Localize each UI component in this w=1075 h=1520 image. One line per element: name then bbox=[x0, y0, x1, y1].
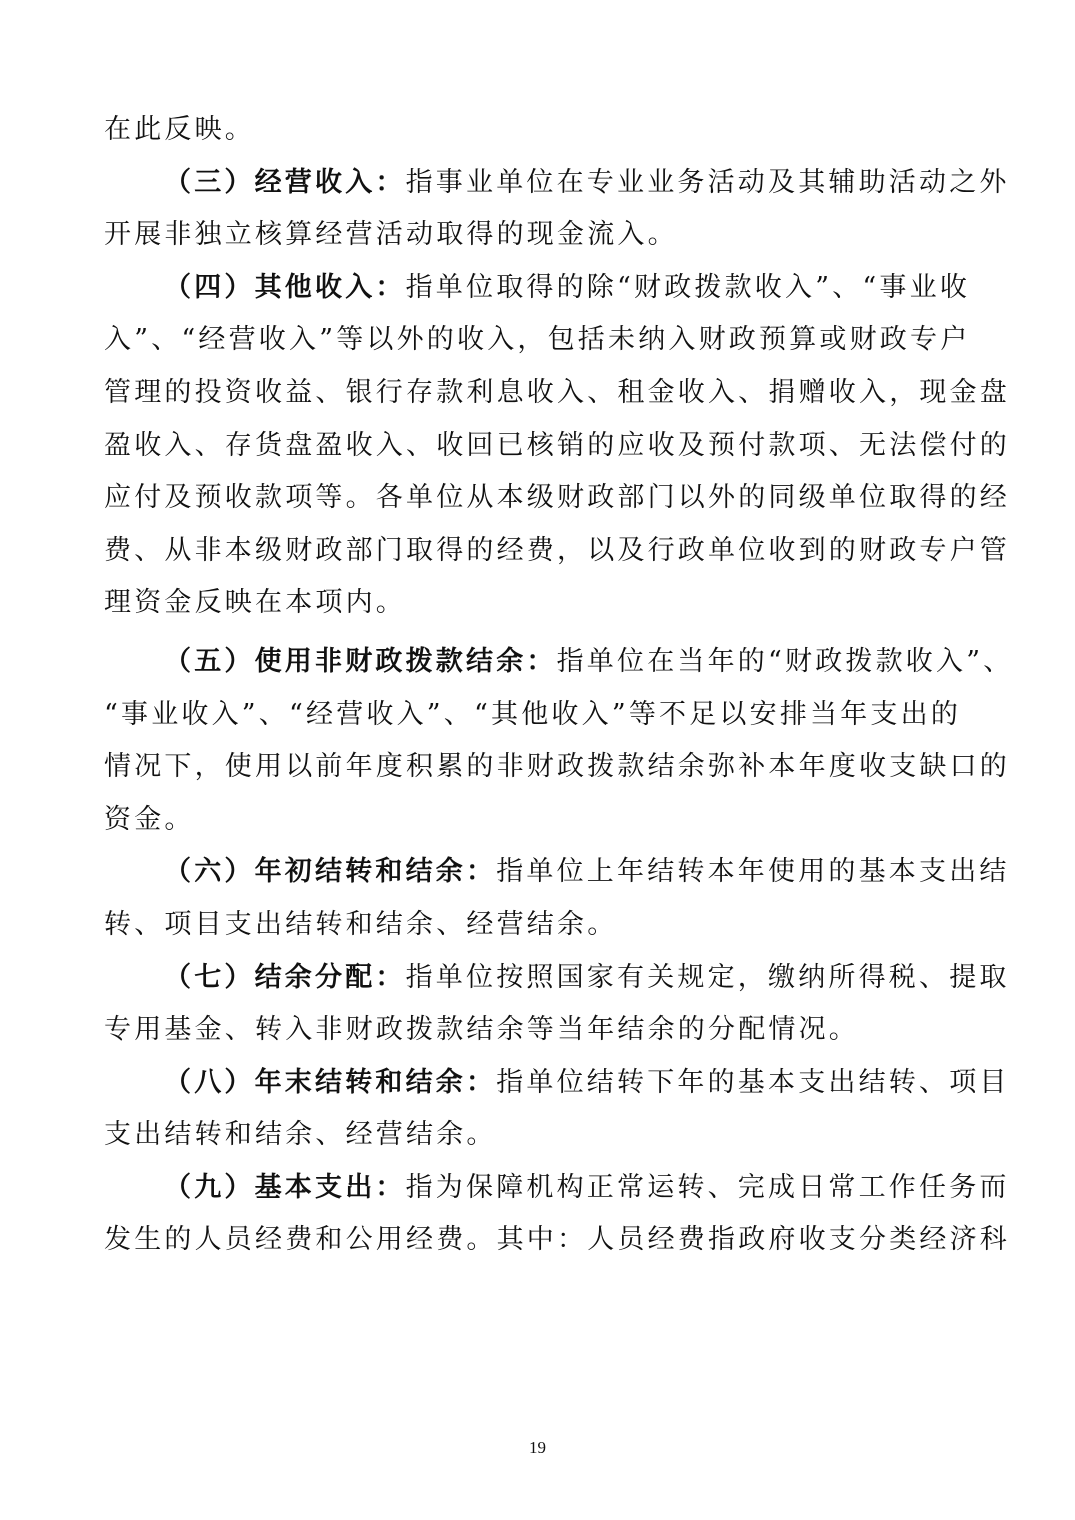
text-line: 理资金反映在本项内。 bbox=[104, 587, 406, 619]
section-definition: 指单位按照国家有关规定，缴纳所得税、提取 bbox=[405, 961, 1010, 993]
text-line: 开展非独立核算经营活动取得的现金流入。 bbox=[104, 219, 678, 251]
text-line: 情况下，使用以前年度积累的非财政拨款结余弥补本年度收支缺口的 bbox=[104, 751, 1010, 783]
section-term: （九）基本支出： bbox=[164, 1171, 406, 1203]
section-heading-line bbox=[104, 1162, 1010, 1215]
section-definition: 指事业单位在专业业务活动及其辅助活动之外 bbox=[405, 166, 1010, 198]
text-line: 费、从非本级财政部门取得的经费，以及行政单位收到的财政专户管 bbox=[104, 534, 1010, 566]
text-line: 盈收入、存货盘盈收入、收回已核销的应收及预付款项、无法偿付的 bbox=[104, 429, 1010, 461]
section-heading-line bbox=[104, 636, 1014, 689]
text-line: 支出结转和结余、经营结余。 bbox=[104, 1119, 497, 1151]
document-body bbox=[104, 104, 1014, 1267]
text-line: 发生的人员经费和公用经费。其中：人员经费指政府收支分类经济科 bbox=[104, 1224, 1010, 1256]
section-term: （六）年初结转和结余： bbox=[164, 856, 497, 888]
text-line: 管理的投资收益、银行存款利息收入、租金收入、捐赠收入，现金盘 bbox=[104, 376, 1010, 408]
section-definition: 指单位上年结转本年使用的基本支出结 bbox=[496, 856, 1010, 888]
text-line: 专用基金、转入非财政拨款结余等当年结余的分配情况。 bbox=[104, 1014, 859, 1046]
section-definition: 指单位结转下年的基本支出结转、项目 bbox=[496, 1066, 1010, 1098]
section-term: （五）使用非财政拨款结余： bbox=[164, 645, 557, 677]
section-definition: 指为保障机构正常运转、完成日常工作任务而 bbox=[405, 1171, 1010, 1203]
section-definition: 指单位取得的除“财政拨款收入”、“事业收 bbox=[405, 271, 971, 303]
section-term: （八）年末结转和结余： bbox=[164, 1066, 497, 1098]
section-heading-line bbox=[104, 1057, 1010, 1110]
section-definition: 指单位在当年的“财政拨款收入”、 bbox=[556, 645, 1014, 677]
section-heading-line bbox=[104, 157, 1010, 210]
text-line: 资金。 bbox=[104, 803, 195, 835]
section-term: （七）结余分配： bbox=[164, 961, 406, 993]
section-term: （三）经营收入： bbox=[164, 166, 406, 198]
section-term: （四）其他收入： bbox=[164, 271, 406, 303]
text-line: “事业收入”、“经营收入”、“其他收入”等不足以安排当年支出的 bbox=[104, 698, 962, 730]
page-number: 19 bbox=[529, 1438, 546, 1457]
section-heading-line bbox=[104, 952, 1010, 1005]
section-heading-line bbox=[104, 262, 972, 315]
text-line: 转、项目支出结转和结余、经营结余。 bbox=[104, 908, 618, 940]
text-line: 应付及预收款项等。各单位从本级财政部门以外的同级单位取得的经 bbox=[104, 482, 1010, 514]
section-heading-line bbox=[104, 846, 1010, 899]
text-line: 在此反映。 bbox=[104, 114, 255, 145]
text-line: 入”、“经营收入”等以外的收入，包括未纳入财政预算或财政专户 bbox=[104, 324, 971, 356]
